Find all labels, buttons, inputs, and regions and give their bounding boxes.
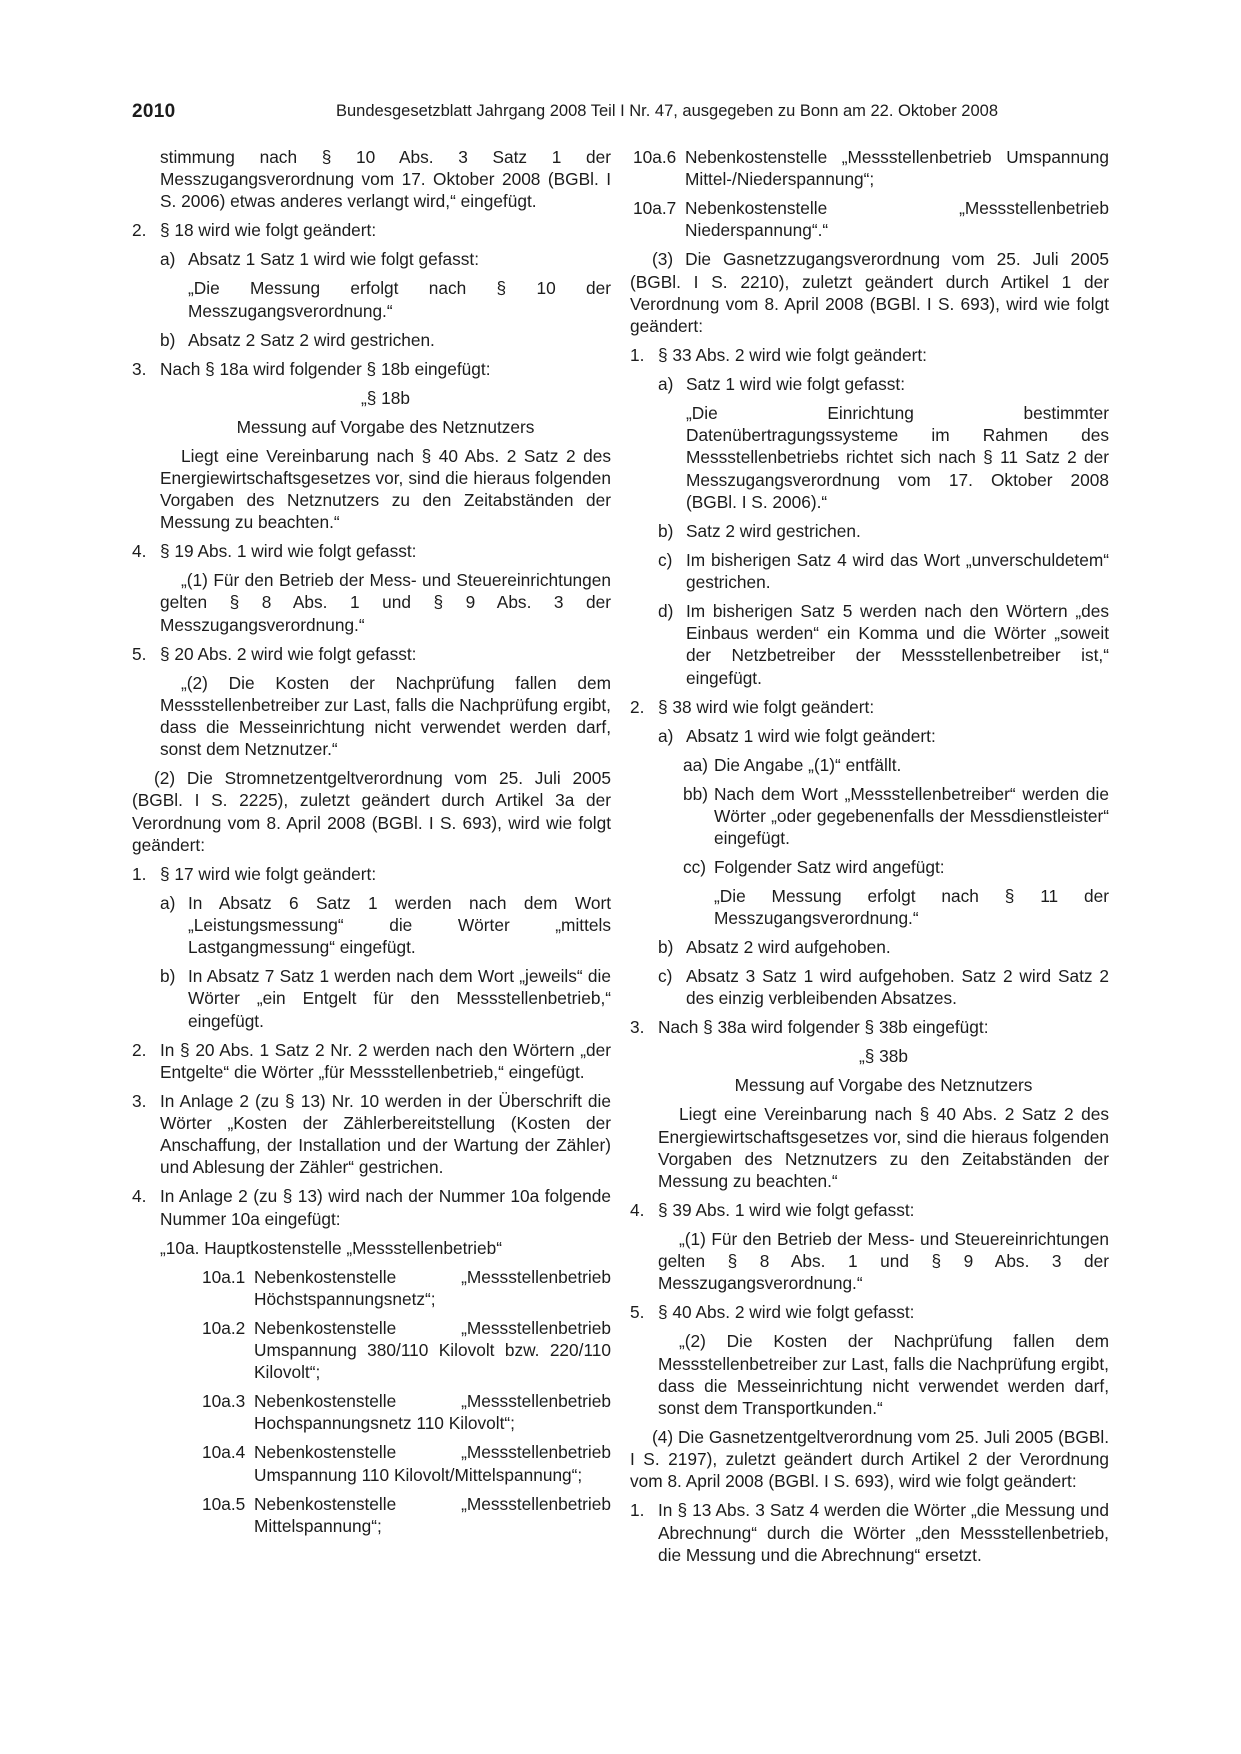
list-item: 1. § 33 Abs. 2 wird wie folgt geändert: <box>630 345 927 366</box>
quoted-text: „Die Messung erfolgt nach § 10 der Messzugangsverordnung.“ <box>188 278 611 321</box>
quoted-text: „(1) Für den Betrieb der Mess- und Steuereinrichtungen gelten § 8 Abs. 1 und § 9 Abs. 3 der Messzugangsverordnung.“ <box>658 1229 1109 1294</box>
quoted-text: „(1) Für den Betrieb der Mess- und Steuereinrichtungen gelten § 8 Abs. 1 und § 9 Abs. 3 der Messzugangsverordnung.“ <box>160 570 611 635</box>
list-subitem: c) Absatz 3 Satz 1 wird aufgehoben. Satz 2 wird Satz 2 des einzig verbleibenden Absatzes. <box>658 966 1109 1009</box>
list-item: 5. § 20 Abs. 2 wird wie folgt gefasst: <box>132 643 417 664</box>
right-column <box>630 146 1109 1573</box>
list-subitem: b) In Absatz 7 Satz 1 werden nach dem Wort „jeweils“ die Wörter „ein Entgelt für den Messstellenbetrieb,“ eingefügt. <box>160 966 611 1031</box>
paragraph: (2) Die Stromnetzentgeltverordnung vom 25. Juli 2005 (BGBl. I S. 2225), zuletzt geändert durch Artikel 3a der Verordnung vom 8. April 2008 (BGBl. I S. 693), wird wie folgt geändert: <box>132 768 611 855</box>
list-item: 4. § 39 Abs. 1 wird wie folgt gefasst: <box>630 1200 915 1221</box>
list-item: 1. § 17 wird wie folgt geändert: <box>132 863 377 884</box>
paragraph: (4) Die Gasnetzentgeltverordnung vom 25. Juli 2005 (BGBl. I S. 2197), zuletzt geändert durch Artikel 2 der Verordnung vom 8. April 2008 (BGBl. I S. 693), wird wie folgt geändert: <box>630 1427 1109 1492</box>
section-heading: Messung auf Vorgabe des Netznutzers <box>236 416 535 437</box>
list-item: 3. Nach § 38a wird folgender § 38b eingefügt: <box>630 1017 989 1038</box>
cost-center-item: 10a.2 Nebenkostenstelle „Messstellenbetrieb Umspannung 380/110 Kilovolt bzw. 220/110 Kilovolt“; <box>202 1317 611 1383</box>
cost-center-item: 10a.4 Nebenkostenstelle „Messstellenbetrieb Umspannung 110 Kilovolt/Mittelspannung“; <box>202 1442 611 1485</box>
list-item: 2. § 18 wird wie folgt geändert: <box>132 220 377 241</box>
list-item: 2. In § 20 Abs. 1 Satz 2 Nr. 2 werden nach den Wörtern „der Entgelte“ die Wörter „für Messstellenbetrieb,“ eingefügt. <box>132 1039 611 1082</box>
section-number: „§ 38b <box>858 1046 908 1067</box>
cost-center-item: 10a.3 Nebenkostenstelle „Messstellenbetrieb Hochspannungsnetz 110 Kilovolt“; <box>202 1391 611 1434</box>
list-subsubitem: bb) Nach dem Wort „Messstellenbetreiber“ werden die Wörter „oder gegebenenfalls der Messdienstleister“ eingefügt. <box>683 783 1109 849</box>
list-item: 3. In Anlage 2 (zu § 13) Nr. 10 werden in der Überschrift die Wörter „Kosten der Zählerbereitstellung (Kosten der Anschaffung, der Installation und der Wartung der Zähler) und Ablesung der Zähler“ gestrichen. <box>132 1090 611 1178</box>
section-heading: Messung auf Vorgabe des Netznutzers <box>734 1075 1033 1096</box>
list-subitem: c) Im bisherigen Satz 4 wird das Wort „unverschuldetem“ gestrichen. <box>658 549 1109 593</box>
list-item: 4. § 19 Abs. 1 wird wie folgt gefasst: <box>132 541 417 562</box>
list-subitem: b) Absatz 2 wird aufgehoben. <box>658 937 891 958</box>
list-subsubitem: aa) Die Angabe „(1)“ entfällt. <box>683 754 902 775</box>
list-subitem: b) Satz 2 wird gestrichen. <box>658 520 861 541</box>
cost-center-item: 10a.6 Nebenkostenstelle „Messstellenbetrieb Umspannung Mittel-/Niederspannung“; <box>633 147 1109 190</box>
left-column <box>132 146 611 1544</box>
section-number: „§ 18b <box>360 387 410 408</box>
list-item: 2. § 38 wird wie folgt geändert: <box>630 696 875 717</box>
list-subsubitem: cc) Folgender Satz wird angefügt: <box>683 857 945 878</box>
list-item: 1. In § 13 Abs. 3 Satz 4 werden die Wörter „die Messung und Abrechnung“ durch die Wörter „den Messstellenbetrieb, die Messung und die Abrechnung“ ersetzt. <box>630 1500 1109 1565</box>
list-subitem: a) Absatz 1 wird wie folgt geändert: <box>658 725 936 746</box>
page-header <box>132 101 998 127</box>
paragraph-continuation: stimmung nach § 10 Abs. 3 Satz 1 der Messzugangsverordnung vom 17. Oktober 2008 (BGBl. I S. 2006) etwas anderes verlangt wird,“ eingefügt. <box>160 147 611 212</box>
list-item: 4. In Anlage 2 (zu § 13) wird nach der Nummer 10a folgende Nummer 10a eingefügt: <box>132 1186 611 1229</box>
cost-center-item: 10a.5 Nebenkostenstelle „Messstellenbetrieb Mittelspannung“; <box>202 1493 611 1536</box>
quoted-text: „(2) Die Kosten der Nachprüfung fallen dem Messstellenbetreiber zur Last, falls die Nachprüfung ergibt, dass die Messeinrichtung nicht verwendet werden darf, sonst dem Transportkunden.“ <box>658 1331 1109 1419</box>
list-item: 3. Nach § 18a wird folgender § 18b eingefügt: <box>132 358 491 379</box>
quoted-text: „(2) Die Kosten der Nachprüfung fallen dem Messstellenbetreiber zur Last, falls die Nachprüfung ergibt, dass die Messeinrichtung nicht verwendet werden darf, sonst dem Netznutzer.“ <box>160 672 611 760</box>
running-title: Bundesgesetzblatt Jahrgang 2008 Teil I Nr. 47, ausgegeben zu Bonn am 22. Oktober 2008 <box>336 102 998 120</box>
quoted-text: „Die Einrichtung bestimmter Datenübertragungssysteme im Rahmen des Messstellenbetriebs richtet sich nach § 11 Satz 2 der Messzugangsverordnung vom 17. Oktober 2008 (BGBl. I S. 2006).“ <box>686 403 1109 512</box>
section-text: Liegt eine Vereinbarung nach § 40 Abs. 2 Satz 2 des Energiewirtschaftsgesetzes vor, sind die hieraus folgenden Vorgaben des Netznutzers zu den Zeitabständen der Messung zu beachten.“ <box>160 445 611 533</box>
list-subitem: a) In Absatz 6 Satz 1 werden nach dem Wort „Leistungsmessung“ die Wörter „mittels Lastgangmessung“ eingefügt. <box>160 892 611 958</box>
cost-center-item: 10a.1 Nebenkostenstelle „Messstellenbetrieb Höchstspannungsnetz“; <box>202 1266 611 1309</box>
list-subitem: a) Absatz 1 Satz 1 wird wie folgt gefasst: <box>160 249 480 270</box>
section-text: Liegt eine Vereinbarung nach § 40 Abs. 2 Satz 2 des Energiewirtschaftsgesetzes vor, sind die hieraus folgenden Vorgaben des Netznutzers zu den Zeitabständen der Messung zu beachten.“ <box>658 1104 1109 1192</box>
page-number: 2010 <box>132 101 176 122</box>
cost-center-main: „10a. Hauptkostenstelle „Messstellenbetrieb“ <box>160 1237 502 1258</box>
quoted-text: „Die Messung erfolgt nach § 11 der Messzugangsverordnung.“ <box>714 886 1109 929</box>
list-subitem: b) Absatz 2 Satz 2 wird gestrichen. <box>160 329 435 350</box>
list-item: 5. § 40 Abs. 2 wird wie folgt gefasst: <box>630 1302 915 1323</box>
cost-center-item: 10a.7 Nebenkostenstelle „Messstellenbetrieb Niederspannung“.“ <box>633 198 1109 241</box>
list-subitem: a) Satz 1 wird wie folgt gefasst: <box>658 374 905 395</box>
paragraph: (3) Die Gasnetzzugangsverordnung vom 25. Juli 2005 (BGBl. I S. 2210), zuletzt geändert durch Artikel 1 der Verordnung vom 8. April 2008 (BGBl. I S. 693), wird wie folgt geändert: <box>630 249 1109 337</box>
list-subitem: d) Im bisherigen Satz 5 werden nach den Wörtern „des Einbaus werden“ ein Komma und die Wörter „soweit der Netzbetreiber der Messstellenbetreiber ist,“ eingefügt. <box>658 601 1109 688</box>
